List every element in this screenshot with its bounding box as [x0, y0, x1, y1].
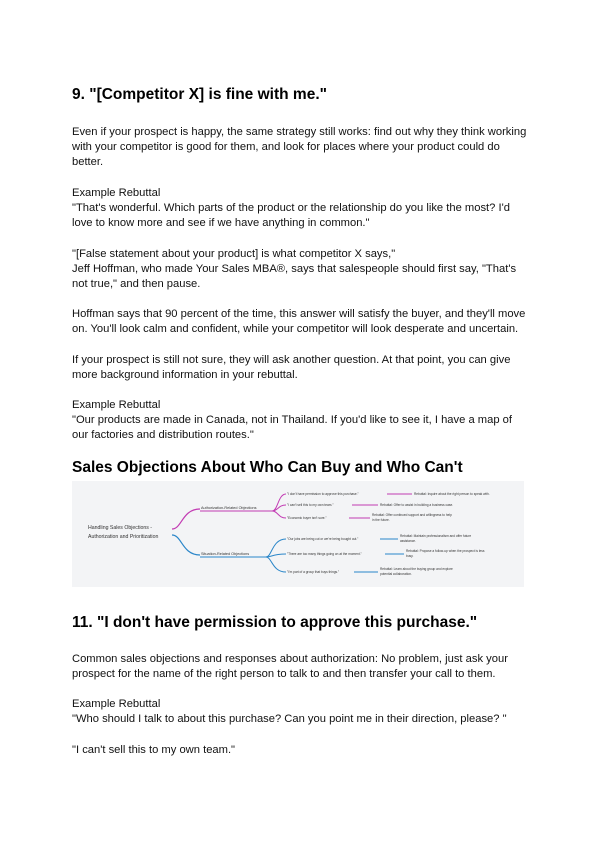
- hoffman-90-percent-paragraph: Hoffman says that 90 percent of the time, this answer will satisfy the buyer, and they'll move on. You'll look calm and confident, while your competitor will look desperate and uncertain.: [72, 308, 526, 335]
- auth-objection-1: "I don't have permission to approve this purchase.": [287, 492, 359, 496]
- auth-rebuttal-2: Rebuttal: Offer to assist in building a business case.: [380, 503, 454, 507]
- sit-objection-2: "There are too many things going on at the moment.": [287, 552, 362, 556]
- objections-mindmap: [72, 481, 524, 587]
- auth-leaf-3-connector: [272, 511, 286, 518]
- mindmap-root-line1: Handling Sales Objections -: [88, 525, 153, 531]
- auth-rebuttal-3-line1: Rebuttal: Offer continued support and willingness to help: [372, 513, 452, 517]
- auth-objection-3: "Economic buyer isn't sure.": [287, 516, 327, 520]
- example-rebuttal-text-2: "Our products are made in Canada, not in Thailand. If you'd like to see it, I have a map of our factories and distribution routes.": [72, 414, 512, 441]
- example-rebuttal-label-3: Example Rebuttal: [72, 698, 161, 710]
- next-objection-line: "I can't sell this to my own team.": [72, 744, 236, 756]
- example-rebuttal-text-3: "Who should I talk to about this purchase? Can you point me in their direction, please? ": [72, 713, 507, 725]
- sit-rebuttal-3-line2: potential collaboration.: [380, 572, 412, 576]
- hoffman-paragraph: Jeff Hoffman, who made Your Sales MBA®, says that salespeople should first say, "That's not true," and then pause.: [72, 263, 517, 290]
- false-statement-line: "[False statement about your product] is what competitor X says,": [72, 248, 396, 260]
- auth-rebuttal-1: Rebuttal: Inquire about the right person to speak with.: [414, 492, 490, 496]
- section-11-heading: 11. "I don't have permission to approve this purchase.": [72, 614, 478, 631]
- sit-rebuttal-3-line1: Rebuttal: Learn about the buying group and explore: [380, 567, 453, 571]
- objections-section-heading: Sales Objections About Who Can Buy and Who Can't: [72, 459, 463, 476]
- mindmap-svg: [72, 481, 524, 587]
- sit-rebuttal-1-line2: assistance.: [400, 539, 416, 543]
- sit-rebuttal-2-line1: Rebuttal: Propose a follow-up when the prospect is less: [406, 549, 485, 553]
- section-11-intro: Common sales objections and responses about authorization: No problem, just ask your prospect for the name of the right person to talk to and then transfer your call to them.: [72, 653, 508, 680]
- example-rebuttal-label: Example Rebuttal: [72, 187, 161, 199]
- auth-leaf-1-connector: [272, 494, 286, 511]
- situation-branch-label: Situation-Related Objections: [201, 552, 250, 556]
- prospect-not-sure-paragraph: If your prospect is still not sure, they will ask another question. At that point, you can give more background information in your rebuttal.: [72, 354, 511, 381]
- sit-rebuttal-2-line2: busy.: [406, 554, 414, 558]
- sit-leaf-3-connector: [266, 557, 286, 572]
- sit-rebuttal-1-line1: Rebuttal: Maintain professionalism and offer future: [400, 534, 472, 538]
- auth-objection-2: "I can't sell this to my own team.": [287, 503, 334, 507]
- sit-objection-3: "I'm part of a group that buys things.": [287, 570, 340, 574]
- mindmap-root-line2: Authorization and Prioritization: [88, 534, 159, 540]
- auth-rebuttal-3-line2: in the future.: [372, 518, 390, 522]
- section-9-intro: Even if your prospect is happy, the same strategy still works: find out why they think working with your competitor is good for them, and look for places where your product could do better.: [72, 126, 527, 168]
- root-to-situation-connector: [172, 535, 200, 555]
- example-rebuttal-text: "That's wonderful. Which parts of the product or the relationship do you like the most? I'd love to know more and see if we have anything in common.": [72, 202, 510, 229]
- root-to-auth-connector: [172, 509, 200, 529]
- section-9-heading: 9. "[Competitor X] is fine with me.": [72, 86, 327, 103]
- example-rebuttal-label-2: Example Rebuttal: [72, 399, 161, 411]
- auth-branch-label: Authorization-Related Objections: [201, 506, 257, 510]
- sit-objection-1: "Our jobs are being cut or we're being bought out.": [287, 537, 359, 541]
